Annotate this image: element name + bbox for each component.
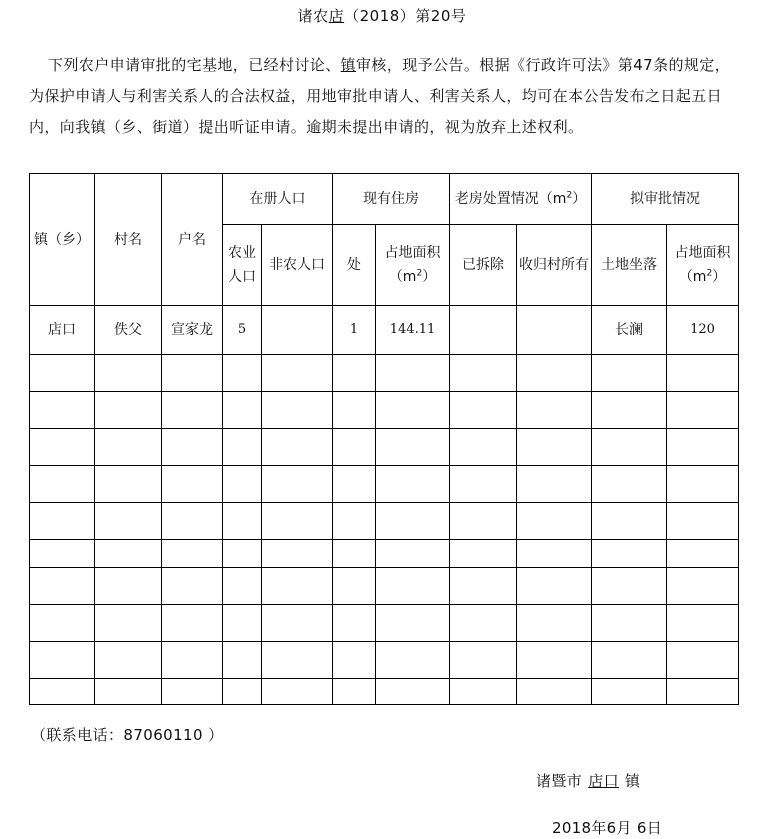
intro-paragraph xyxy=(29,50,741,143)
header-village: 村名 xyxy=(95,174,162,306)
signature-line xyxy=(536,770,640,791)
cell-non-agricultural xyxy=(262,306,333,355)
header-household: 户名 xyxy=(162,174,223,306)
cell-town: 店口 xyxy=(30,306,95,355)
header-town: 镇（乡） xyxy=(30,174,95,306)
header-proposed: 拟审批情况 xyxy=(592,174,739,225)
cell-demolished xyxy=(450,306,517,355)
header-demolished: 已拆除 xyxy=(450,225,517,306)
header-units: 处 xyxy=(333,225,376,306)
header-location: 土地坐落 xyxy=(592,225,667,306)
sign-town-blank: 店口 xyxy=(588,772,620,790)
empty-row xyxy=(30,679,739,705)
cell-agricultural: 5 xyxy=(223,306,262,355)
cell-units: 1 xyxy=(333,306,376,355)
notice-date: 2018年6月 6日 xyxy=(552,819,663,837)
title-suffix: （2018）第20号 xyxy=(344,7,467,25)
intro-underlined: 镇 xyxy=(340,56,357,74)
empty-row xyxy=(30,540,739,568)
empty-row xyxy=(30,503,739,540)
cell-village: 佚父 xyxy=(95,306,162,355)
sign-town-suffix: 镇 xyxy=(625,772,641,790)
table-row xyxy=(30,306,739,355)
title-prefix: 诸农 xyxy=(297,7,329,25)
empty-row xyxy=(30,642,739,679)
empty-row xyxy=(30,355,739,392)
header-returned: 收归村所有 xyxy=(517,225,592,306)
intro-part1: 下列农户申请审批的宅基地，已经村讨论、 xyxy=(48,56,341,74)
sign-city: 诸暨市 xyxy=(536,772,583,790)
contact-phone: （联系电话：87060110 ） xyxy=(31,726,224,744)
header-non-agricultural: 非农人口 xyxy=(262,225,333,306)
header-proposed-area: 占地面积$(m^2)$ xyxy=(667,225,739,306)
empty-row xyxy=(30,466,739,503)
title-underlined-char: 店 xyxy=(328,7,345,25)
cell-land-area: 144.11 xyxy=(376,306,450,355)
notice-intro xyxy=(29,50,741,143)
header-old-house: 老房处置情况$(m^2)$ xyxy=(450,174,592,225)
cell-returned xyxy=(517,306,592,355)
intro-part2: 审核，现予公告。根据《行政许可法》第47条的规定，为保护申请人与利害关系人的合法权益，用地审批申请人、利害关系人，均可在本公告发布之日起五日内，向我镇（乡、街道）提出听证申请。逾期未提出申请的，视为放弃上述权利。 xyxy=(29,56,731,136)
header-current-housing: 现有住房 xyxy=(333,174,450,225)
empty-row xyxy=(30,392,739,429)
homestead-table xyxy=(29,173,739,705)
notice-title xyxy=(0,5,764,26)
header-row-1 xyxy=(30,174,739,225)
header-registered-population: 在册人口 xyxy=(223,174,333,225)
empty-row xyxy=(30,429,739,466)
empty-row xyxy=(30,605,739,642)
cell-household: 宣家龙 xyxy=(162,306,223,355)
header-land-area: 占地面积$(m^2)$ xyxy=(376,225,450,306)
empty-row xyxy=(30,568,739,605)
header-agricultural: 农业人口 xyxy=(223,225,262,306)
cell-location: 长澜 xyxy=(592,306,667,355)
cell-proposed-area: 120 xyxy=(667,306,739,355)
